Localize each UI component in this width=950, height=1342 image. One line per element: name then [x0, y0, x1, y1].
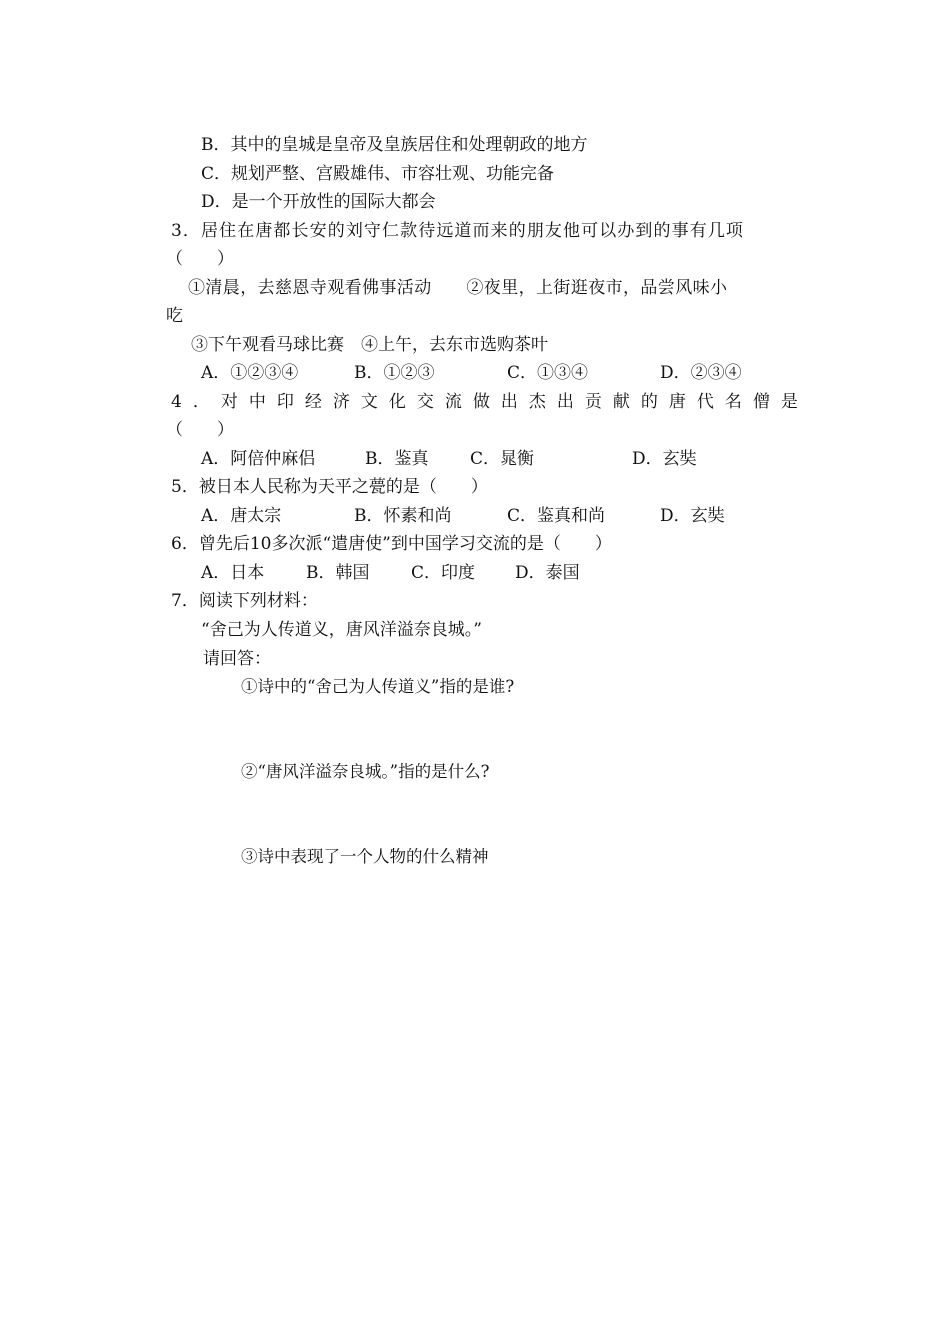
q6-option-b: B．韩国 — [306, 563, 370, 583]
q6-stem: 6．曾先后10多次派“遣唐使”到中国学习交流的是（ ） — [171, 534, 612, 554]
q7-stem: 7．阅读下列材料： — [171, 591, 318, 611]
q4-answer-paren: （ ） — [166, 420, 234, 440]
q3-items-3-4: ③下午观看马球比赛 ④上午，去东市选购茶叶 — [191, 335, 548, 355]
q7-prompt: 请回答： — [203, 649, 271, 669]
q3-answer-paren: （ ） — [166, 249, 234, 269]
q5-option-a: A．唐太宗 — [201, 506, 282, 526]
q3-stem: 3．居住在唐都长安的刘守仁款待远道而来的朋友他可以办到的事有几项 — [171, 221, 745, 241]
q7-subquestion-2: ②“唐风洋溢奈良城。”指的是什么? — [241, 762, 490, 781]
q7-quote: “舍己为人传道义，唐风洋溢奈良城。” — [201, 620, 482, 640]
q3-option-a: A．①②③④ — [201, 363, 299, 383]
q2-option-b: B．其中的皇城是皇帝及皇族居住和处理朝政的地方 — [201, 135, 588, 155]
q3-option-d: D．②③④ — [660, 363, 742, 383]
q6-option-a: A．日本 — [201, 563, 265, 583]
q6-option-c: C．印度 — [411, 563, 476, 583]
q3-option-c: C．①③④ — [507, 363, 589, 383]
q3-option-b: B．①②③ — [354, 363, 435, 383]
q2-option-d: D．是一个开放性的国际大都会 — [201, 192, 436, 212]
q7-subquestion-1: ①诗中的“舍己为人传道义”指的是谁? — [241, 677, 515, 696]
q7-subquestion-3: ③诗中表现了一个人物的什么精神 — [241, 847, 489, 866]
q3-items-1-2: ①清晨，去慈恩寺观看佛事活动 ②夜里，上街逛夜市，品尝风味小 — [188, 278, 728, 298]
q5-option-d: D．玄奘 — [660, 506, 725, 526]
q4-option-c: C．晁衡 — [470, 449, 535, 469]
q4-option-d: D．玄奘 — [632, 449, 697, 469]
q4-option-a: A．阿倍仲麻侣 — [201, 449, 316, 469]
q4-option-b: B．鉴真 — [365, 449, 429, 469]
q6-option-d: D．泰国 — [515, 563, 580, 583]
q2-option-c: C．规划严整、宫殿雄伟、市容壮观、功能完备 — [201, 164, 555, 184]
q5-option-c: C．鉴真和尚 — [507, 506, 606, 526]
q3-items-cont: 吃 — [166, 306, 183, 326]
q5-option-b: B．怀素和尚 — [354, 506, 452, 526]
q5-stem: 5．被日本人民称为天平之甍的是（ ） — [171, 477, 488, 497]
q4-stem: 4．对中印经济文化交流做出杰出贡献的唐代名僧是 — [171, 392, 809, 412]
